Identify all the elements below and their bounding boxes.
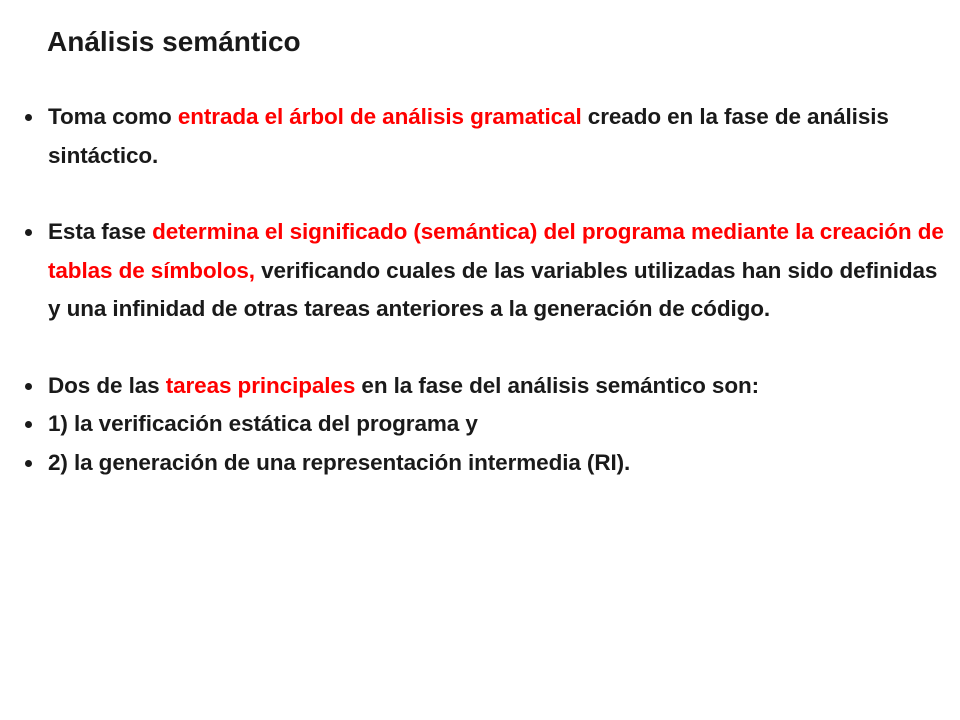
- highlighted-text-run: tareas principales: [165, 372, 356, 398]
- highlighted-text-run: determina el significado (semántica) del programa mediante la creación de tablas de símbolos,: [48, 219, 944, 283]
- bullet-list: [0, 98, 960, 482]
- bullet-spacer: [0, 175, 960, 213]
- highlighted-text-run: entrada el árbol de análisis gramatical: [177, 104, 582, 129]
- bullet-dot-icon: [25, 421, 32, 428]
- bullet-item-entrada: [0, 98, 960, 175]
- text-run: Esta fase: [48, 219, 153, 244]
- bullet-item-tareas: [0, 367, 960, 406]
- text-run: creado en la fase de análisis sintáctico.: [48, 104, 889, 168]
- bullet-item-verificacion: [0, 405, 960, 444]
- text-run: verificando cuales de las variables utilizadas han sido definidas y una infinidad de otras tareas anteriores a la generación de código.: [48, 257, 938, 321]
- bullet-dot-icon: [25, 460, 32, 467]
- bullet-text: [48, 450, 630, 475]
- bullet-dot-icon: [25, 229, 32, 236]
- text-run: Toma como: [48, 104, 178, 129]
- text-run: 1) la verificación estática del programa y: [48, 411, 478, 436]
- bullet-dot-icon: [25, 114, 32, 121]
- text-run: en la fase del análisis semántico son:: [355, 372, 760, 398]
- text-run: Dos de las: [48, 372, 166, 398]
- bullet-text: [48, 104, 889, 168]
- bullet-text: [48, 373, 759, 398]
- bullet-text: [48, 411, 478, 436]
- bullet-spacer: [0, 329, 960, 367]
- bullet-text: [48, 219, 944, 321]
- text-run: 2) la generación de una representación intermedia (RI).: [48, 449, 631, 475]
- bullet-item-representacion: [0, 444, 960, 483]
- bullet-dot-icon: [25, 383, 32, 390]
- slide-title: Análisis semántico: [47, 26, 301, 57]
- bullet-item-significado: [0, 213, 960, 329]
